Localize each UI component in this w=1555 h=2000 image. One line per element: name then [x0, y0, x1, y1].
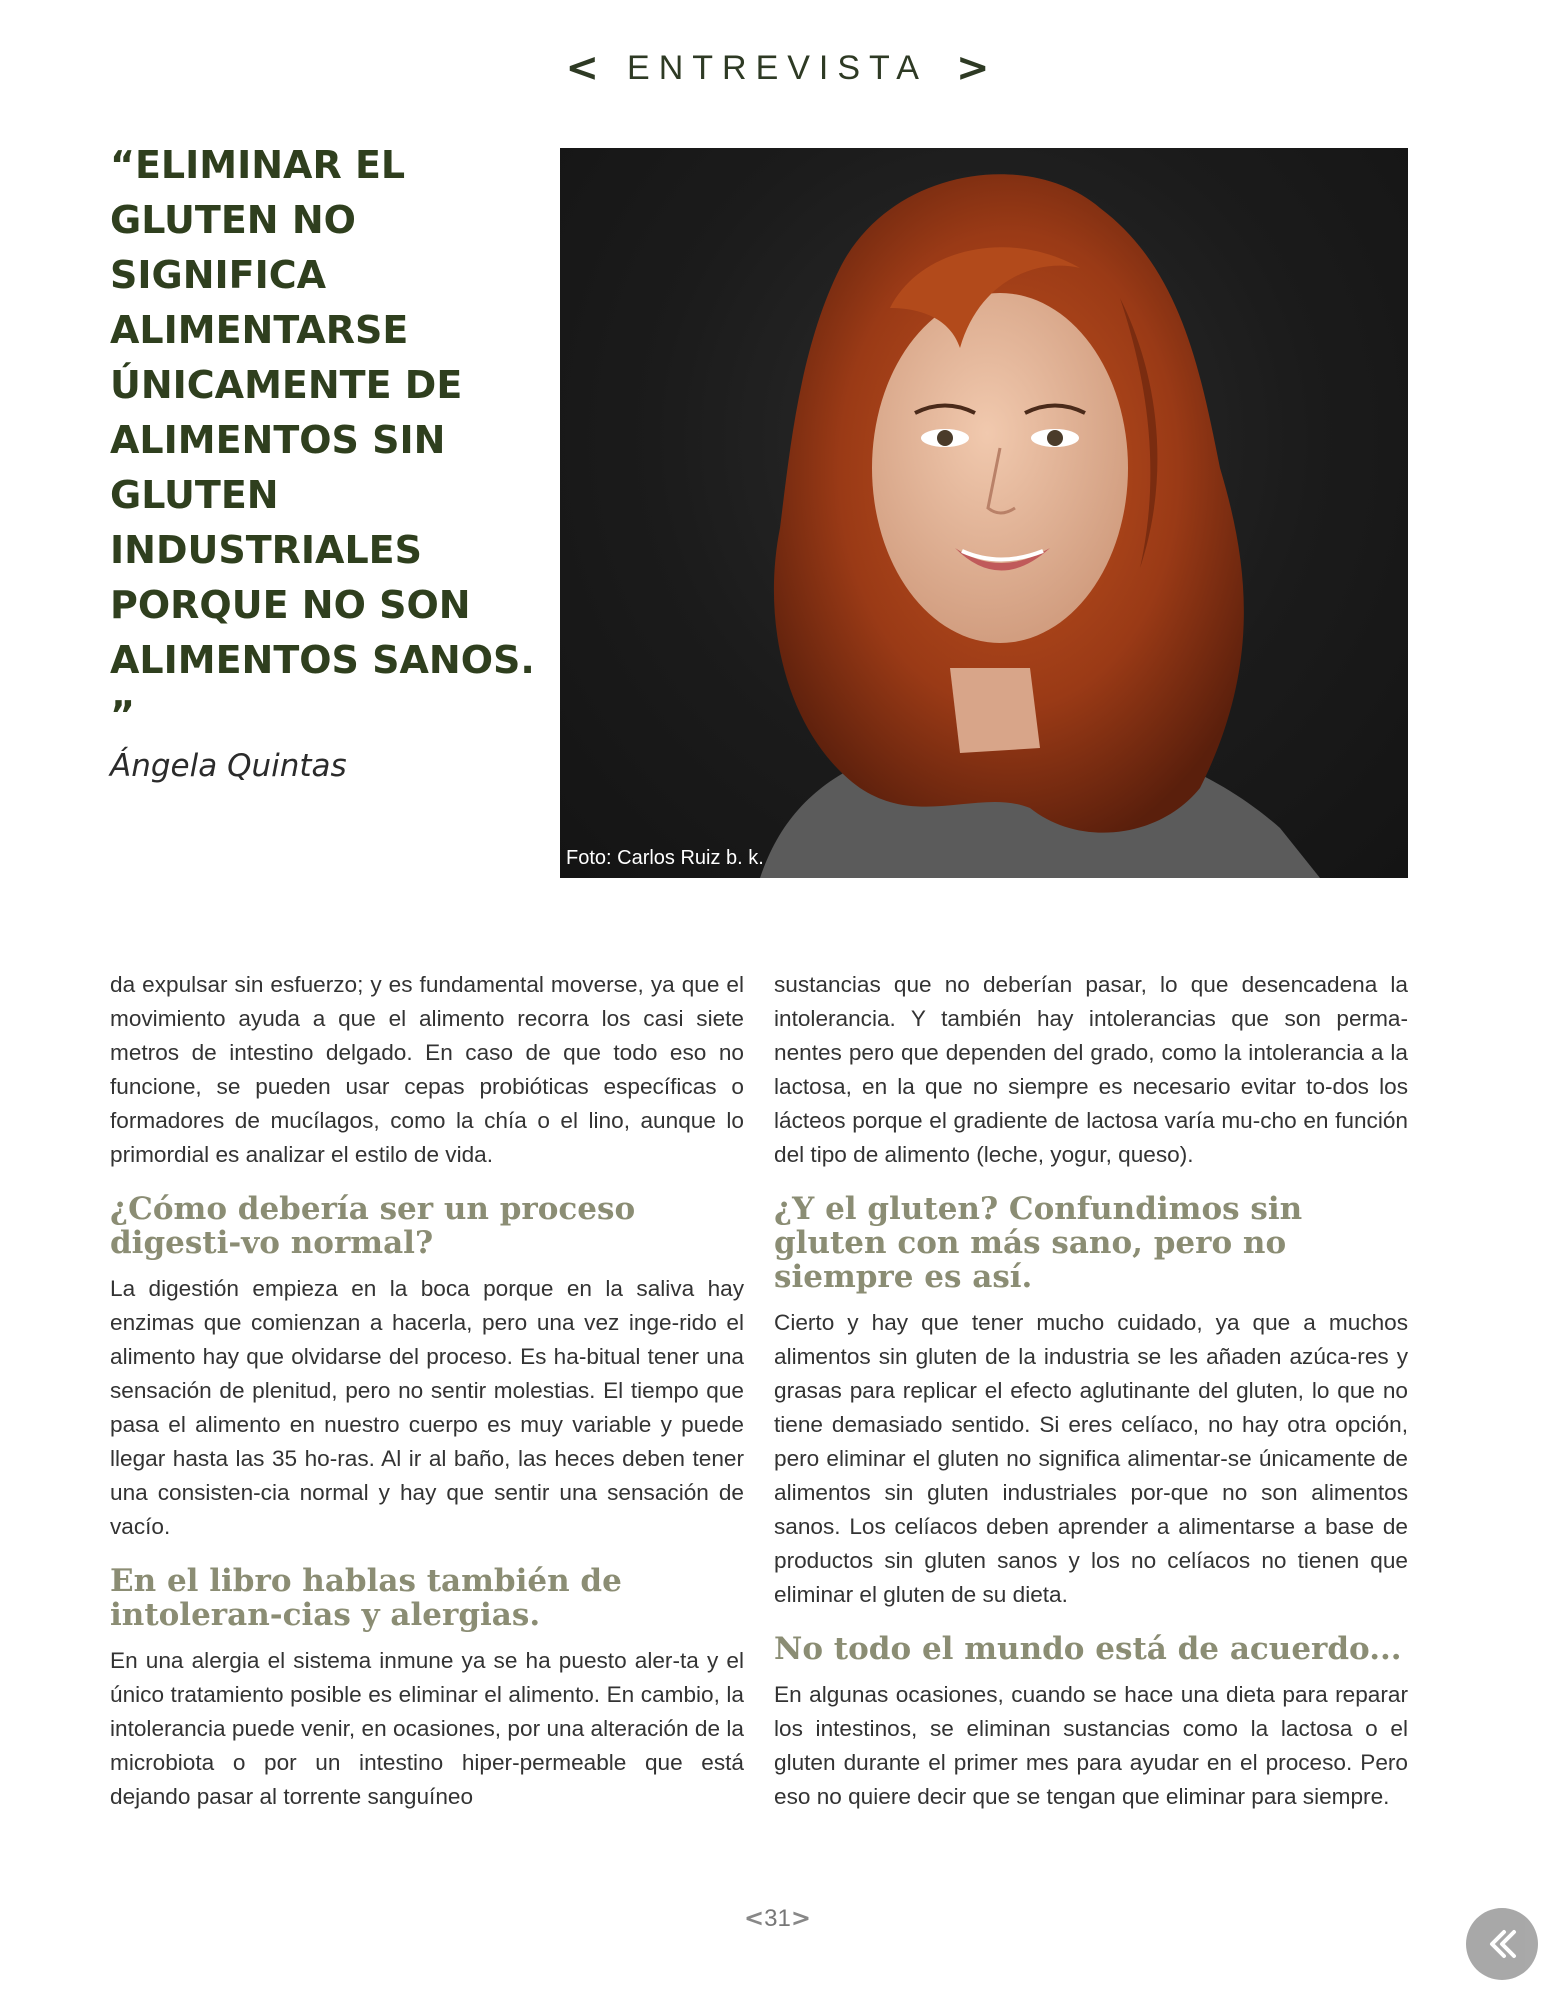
paragraph: da expulsar sin esfuerzo; y es fundamental moverse, ya que el movimiento ayuda a que el alimento recorra los casi siete metros de intestino delgado. En caso de que todo eso no funcione, se pueden usar cepas probióticas específicas o formadores de mucílagos, como la chía o el lino, aunque lo primordial es analizar el estilo de vida.	[110, 972, 744, 1167]
question-heading: No todo el mundo está de acuerdo...	[774, 1631, 1402, 1667]
paragraph: En algunas ocasiones, cuando se hace una dieta para reparar los intestinos, se eliminan sustancias como la lactosa o el gluten durante el primer mes para ayudar en el proceso. Pero eso no quiere decir que se tengan que eliminar para siempre.	[774, 1682, 1408, 1809]
double-chevron-left-icon	[1482, 1924, 1522, 1964]
page-number	[0, 1904, 1555, 1933]
chevron-left-icon: <	[565, 45, 600, 91]
chevron-right-icon: >	[955, 45, 990, 91]
photo-caption: Foto: Carlos Ruiz b. k.	[566, 847, 764, 869]
question-heading: ¿Y el gluten? Confundimos sin gluten con más sano, pero no siempre es así.	[774, 1191, 1303, 1295]
chevron-right-icon: >	[790, 1904, 811, 1932]
pull-quote: “ELIMINAR EL GLUTEN NO SIGNIFICA ALIMENTARSE ÚNICAMENTE DE ALIMENTOS SIN GLUTEN INDUSTRIALES PORQUE NO SON ALIMENTOS SANOS. ”	[110, 143, 535, 737]
back-button[interactable]	[1466, 1908, 1538, 1980]
article-column-right	[774, 968, 1408, 1834]
question-heading: En el libro hablas también de intoleran-cias y alergias.	[110, 1563, 622, 1633]
article-column-left	[110, 968, 744, 1834]
paragraph: sustancias que no deberían pasar, lo que desencadena la intolerancia. Y también hay intolerancias que son perma-nentes pero que dependen del grado, como la intolerancia a la lactosa, en la que no siempre es necesario evitar to-dos los lácteos porque el gradiente de lactosa varía mu-cho en función del tipo de alimento (leche, yogur, queso).	[774, 972, 1408, 1167]
question-heading: ¿Cómo debería ser un proceso digesti-vo normal?	[110, 1191, 636, 1261]
portrait-illustration	[560, 148, 1408, 878]
portrait-photo	[560, 148, 1408, 878]
paragraph: En una alergia el sistema inmune ya se ha puesto aler-ta y el único tratamiento posible es eliminar el alimento. En cambio, la intolerancia puede venir, en ocasiones, por una alteración de la microbiota o por un intestino hiper-permeable que está dejando pasar al torrente sanguíneo	[110, 1648, 744, 1809]
paragraph: Cierto y hay que tener mucho cuidado, ya que a muchos alimentos sin gluten de la industria se les añaden azúca-res y grasas para replicar el efecto aglutinante del gluten, lo que no tiene demasiado sentido. Si eres celíaco, no hay otra opción, pero eliminar el gluten no significa alimentar-se únicamente de alimentos sin gluten industriales por-que no son alimentos sanos. Los celíacos deben aprender a alimentarse a base de productos sin gluten sanos y los no celíacos no tienen que eliminar el gluten de su dieta.	[774, 1310, 1408, 1607]
paragraph: La digestión empieza en la boca porque en la saliva hay enzimas que comienzan a hacerla, pero una vez inge-rido el alimento hay que olvidarse del proceso. Es ha-bitual tener una sensación de plenitud, pero no sentir molestias. El tiempo que pasa el alimento en nuestro cuerpo es muy variable y puede llegar hasta las 35 ho-ras. Al ir al baño, las heces deben tener una consisten-cia normal y hay que sentir una sensación de vacío.	[110, 1276, 744, 1539]
section-header	[0, 45, 1555, 91]
chevron-left-icon: <	[744, 1904, 765, 1932]
quote-author: Ángela Quintas	[110, 748, 347, 784]
page-number-value: 31	[764, 1905, 791, 1932]
section-label: ENTREVISTA	[627, 48, 928, 87]
